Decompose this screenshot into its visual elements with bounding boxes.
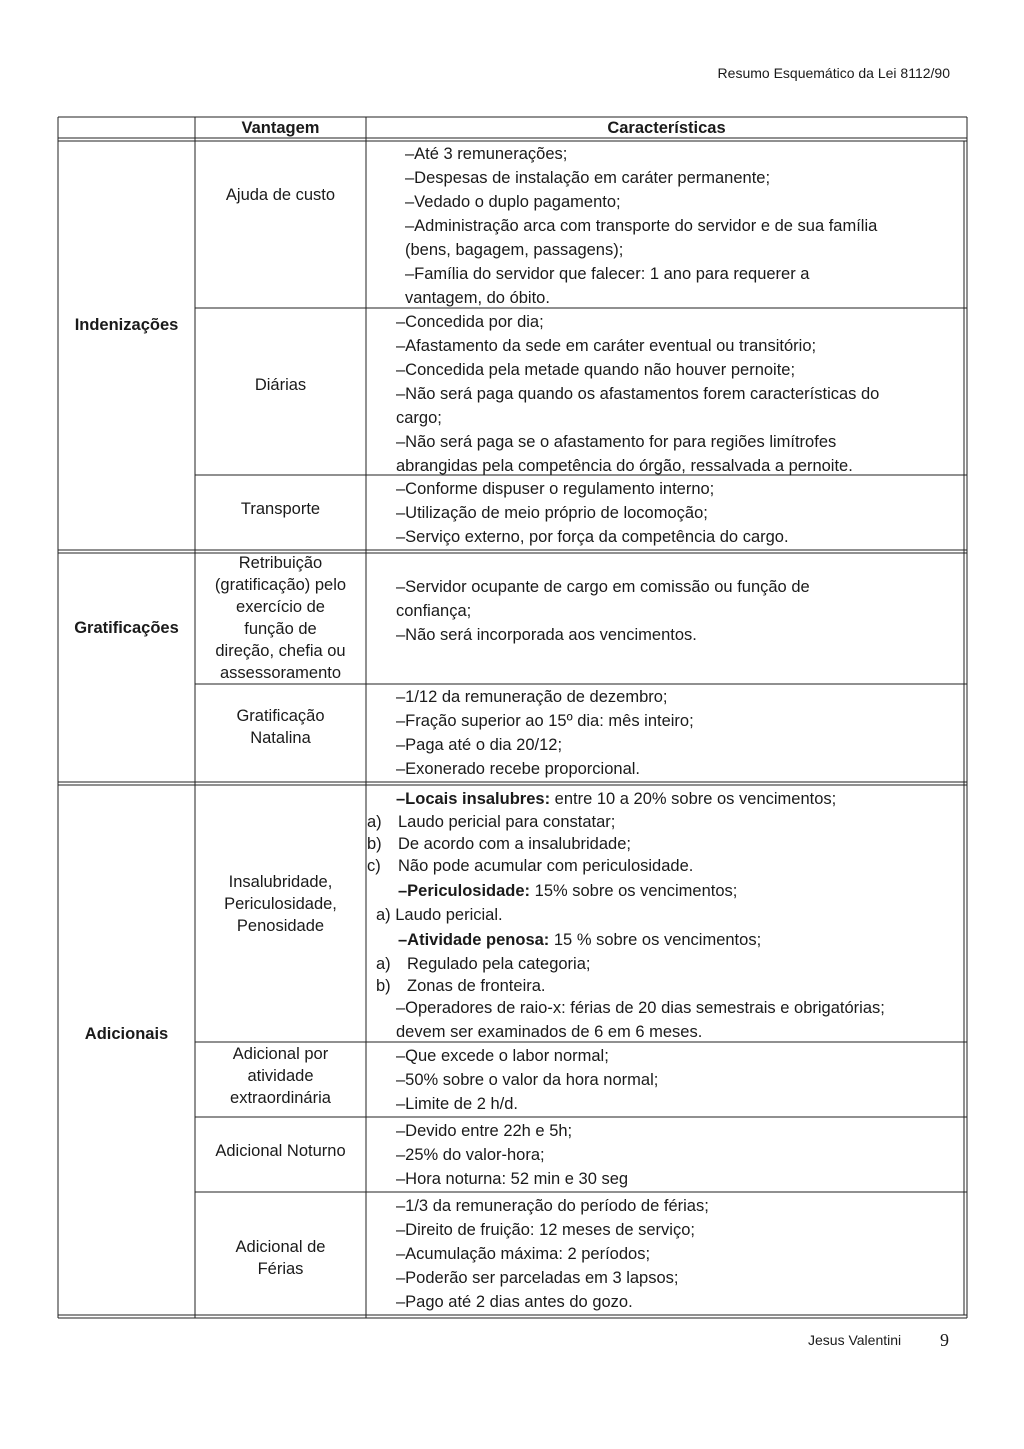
vantagem-line: função de <box>244 620 317 638</box>
text-line: –50% sobre o valor da hora normal; <box>396 1071 659 1089</box>
page-number: 9 <box>940 1330 949 1350</box>
text-line: –Paga até o dia 20/12; <box>396 736 563 754</box>
list-label: c) <box>367 857 381 875</box>
caracteristicas-extraordinaria <box>396 1044 658 1116</box>
list-label: b) <box>376 977 391 995</box>
text-line: –Servidor ocupante de cargo em comissão ou função de <box>396 578 810 596</box>
vantagem-diarias: Diárias <box>254 376 307 394</box>
list-label: a) <box>367 813 382 831</box>
bold-term: –Locais insalubres: <box>396 790 551 808</box>
text-line <box>396 787 836 811</box>
vantagem-transporte: Transporte <box>240 500 321 518</box>
list-label: b) <box>367 835 382 853</box>
caracteristicas-natalina <box>396 685 694 781</box>
vantagem-line: Penosidade <box>236 917 325 935</box>
text-line: abrangidas pela competência do órgão, ressalvada a pernoite. <box>396 457 853 475</box>
text-line: –Que excede o labor normal; <box>396 1047 609 1065</box>
text-line: confiança; <box>396 602 472 620</box>
text-line: –Até 3 remunerações; <box>405 145 568 163</box>
vantagem-noturno: Adicional Noturno <box>215 1142 346 1160</box>
text-line: –1/12 da remuneração de dezembro; <box>396 688 668 706</box>
vantagem-line: Férias <box>257 1260 304 1278</box>
list-text: Zonas de fronteira. <box>407 977 546 995</box>
text-line: –Poderão ser parceladas em 3 lapsos; <box>396 1269 679 1287</box>
caracteristicas-transporte <box>396 477 789 549</box>
vantagem-line: Adicional por <box>232 1045 329 1063</box>
text-line: –Não será paga se o afastamento for para regiões limítrofes <box>396 433 837 451</box>
text-line: (bens, bagagem, passagens); <box>405 241 624 259</box>
text-line: –Não será incorporada aos vencimentos. <box>396 626 697 644</box>
text-line: –Afastamento da sede em caráter eventual ou transitório; <box>396 337 817 355</box>
list-text: Regulado pela categoria; <box>407 955 591 973</box>
text-line: –Vedado o duplo pagamento; <box>405 193 621 211</box>
vantagem-ajuda-custo: Ajuda de custo <box>225 186 336 204</box>
text-line: –Família do servidor que falecer: 1 ano para requerer a <box>405 265 810 283</box>
text-span: 15% sobre os vencimentos; <box>530 882 738 900</box>
caracteristicas-retribuicao <box>396 575 810 647</box>
text-line: –1/3 da remuneração do período de férias; <box>396 1197 709 1215</box>
vantagem-extraordinaria <box>195 1043 366 1109</box>
vantagem-line: assessoramento <box>219 664 342 682</box>
text-line: –Concedida por dia; <box>396 313 544 331</box>
group-gratificacoes: Gratificações <box>74 619 179 637</box>
caracteristicas-noturno <box>396 1119 628 1191</box>
col-header-caracteristicas: Características <box>607 119 726 137</box>
text-line: a) Laudo pericial. <box>376 906 503 924</box>
group-indenizacoes: Indenizações <box>74 316 179 334</box>
text-line: –Utilização de meio próprio de locomoção; <box>396 504 708 522</box>
caracteristicas-ajuda-custo <box>405 142 877 310</box>
vantagem-line: Gratificação <box>236 707 325 725</box>
vantagem-line: Periculosidade, <box>224 895 337 913</box>
vantagem-retribuicao <box>195 552 366 684</box>
caracteristicas-diarias <box>396 310 879 478</box>
vantagem-line: extraordinária <box>230 1089 331 1107</box>
text-line: –Direito de fruição: 12 meses de serviço; <box>396 1221 695 1239</box>
list-text: Laudo pericial para constatar; <box>398 813 616 831</box>
text-line: –Administração arca com transporte do servidor e de sua família <box>405 217 878 235</box>
vantagem-line: Retribuição <box>238 554 323 572</box>
text-line: –Despesas de instalação em caráter permanente; <box>405 169 771 187</box>
text-line: –Exonerado recebe proporcional. <box>396 760 640 778</box>
text-line: cargo; <box>396 409 442 427</box>
text-span: entre 10 a 20% sobre os vencimentos; <box>550 790 837 808</box>
bold-term: –Atividade penosa: <box>398 931 550 949</box>
text-line: –Acumulação máxima: 2 períodos; <box>396 1245 651 1263</box>
vantagem-line: Insalubridade, <box>228 873 333 891</box>
vantagem-line: atividade <box>247 1067 314 1085</box>
text-line: –Operadores de raio-x: férias de 20 dias semestrais e obrigatórias; <box>396 999 885 1017</box>
text-line: –Fração superior ao 15º dia: mês inteiro; <box>396 712 694 730</box>
running-title: Resumo Esquemático da Lei 8112/90 <box>717 65 950 81</box>
bold-term: –Periculosidade: <box>398 882 531 900</box>
vantagem-line: Adicional de <box>235 1238 326 1256</box>
vantagem-line: (gratificação) pelo <box>214 576 347 594</box>
group-adicionais: Adicionais <box>84 1025 169 1043</box>
vantagem-line: Natalina <box>250 729 311 747</box>
text-line: –Pago até 2 dias antes do gozo. <box>396 1293 633 1311</box>
list-label: a) <box>376 955 391 973</box>
text-line <box>398 928 761 952</box>
text-line: –Conforme dispuser o regulamento interno; <box>396 480 715 498</box>
vantagem-line: exercício de <box>236 598 325 616</box>
text-line: –Limite de 2 h/d. <box>396 1095 518 1113</box>
vantagem-insalubridade <box>195 871 366 937</box>
col-header-vantagem: Vantagem <box>241 119 320 137</box>
text-line: –25% do valor-hora; <box>396 1146 545 1164</box>
vantagem-line: direção, chefia ou <box>215 642 346 660</box>
text-line: –Serviço externo, por força da competência do cargo. <box>396 528 789 546</box>
vantagem-natalina <box>195 705 366 749</box>
text-line: vantagem, do óbito. <box>405 289 550 307</box>
footer-author: Jesus Valentini <box>808 1332 902 1348</box>
text-line: devem ser examinados de 6 em 6 meses. <box>396 1023 703 1041</box>
text-line: –Devido entre 22h e 5h; <box>396 1122 573 1140</box>
caracteristicas-ferias <box>396 1194 709 1314</box>
list-text: De acordo com a insalubridade; <box>398 835 631 853</box>
text-line <box>398 879 737 903</box>
text-line: –Hora noturna: 52 min e 30 seg <box>396 1170 629 1188</box>
text-span: 15 % sobre os vencimentos; <box>549 931 762 949</box>
list-text: Não pode acumular com periculosidade. <box>398 857 694 875</box>
vantagem-ferias <box>195 1236 366 1280</box>
text-line: –Concedida pela metade quando não houver pernoite; <box>396 361 796 379</box>
text-line: –Não será paga quando os afastamentos forem características do <box>396 385 880 403</box>
